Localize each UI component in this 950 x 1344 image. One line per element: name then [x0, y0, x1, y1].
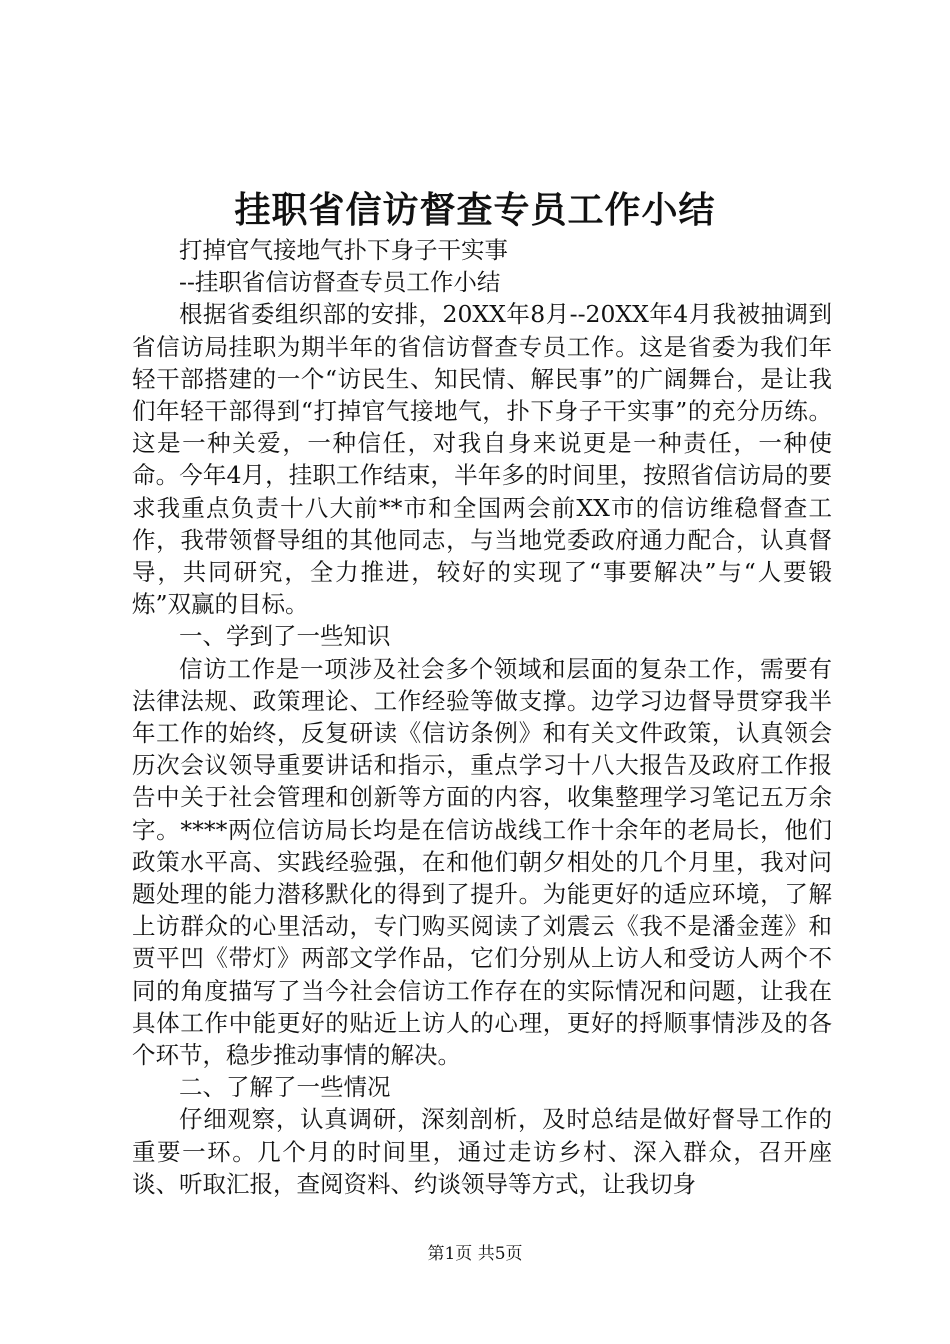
document-body: [132, 234, 832, 1200]
subtitle-line-2: --挂职省信访督查专员工作小结: [179, 268, 501, 297]
section-heading-2: 二、了解了一些情况: [179, 1073, 391, 1102]
page-footer: 第1页 共5页: [427, 1244, 523, 1264]
page-title: 挂职省信访督查专员工作小结: [234, 189, 716, 231]
section-heading-1: 一、学到了一些知识: [179, 622, 391, 651]
paragraph-section-2: 仔细观察，认真调研，深刻剖析，及时总结是做好督导工作的重要一环。几个月的时间里，通过走访乡村、深入群众，召开座谈、听取汇报，查阅资料、约谈领导等方式，让我切身: [132, 1105, 832, 1198]
subtitle-line-1: 打掉官气接地气扑下身子干实事: [179, 236, 508, 264]
paragraph-intro: 根据省委组织部的安排，20XX年8月--20XX年4月我被抽调到省信访局挂职为期半年的省信访督查专员工作。这是省委为我们年轻干部搭建的一个“访民生、知民情、解民事”的广阔舞台，是让我们年轻干部得到“打掉官气接地气，扑下身子干实事”的充分历练。这是一种关爱，一种信任，对我自身来说更是一种责任，一种使命。今年4月，挂职工作结束，半年多的时间里，按照省信访局的要求我重点负责十八大前**市和全国两会前XX市的信访维稳督查工作，我带领督导组的其他同志，与当地党委政府通力配合，认真督导，共同研究，全力推进，较好的实现了“事要解决”与“人要锻炼”双赢的目标。: [132, 300, 832, 619]
paragraph-section-1: 信访工作是一项涉及社会多个领域和层面的复杂工作，需要有法律法规、政策理论、工作经验等做支撑。边学习边督导贯穿我半年工作的始终，反复研读《信访条例》和有关文件政策，认真领会历次会议领导重要讲话和指示，重点学习十八大报告及政府工作报告中关于社会管理和创新等方面的内容，收集整理学习笔记五万余字。****两位信访局长均是在信访战线工作十余年的老局长，他们政策水平高、实践经验强，在和他们朝夕相处的几个月里，我对问题处理的能力潜移默化的得到了提升。为能更好的适应环境，了解上访群众的心里活动，专门购买阅读了刘震云《我不是潘金莲》和贾平凹《带灯》两部文学作品，它们分别从上访人和受访人两个不同的角度描写了当今社会信访工作存在的实际情况和问题，让我在具体工作中能更好的贴近上访人的心理，更好的捋顺事情涉及的各个环节，稳步推动事情的解决。: [132, 654, 832, 1070]
